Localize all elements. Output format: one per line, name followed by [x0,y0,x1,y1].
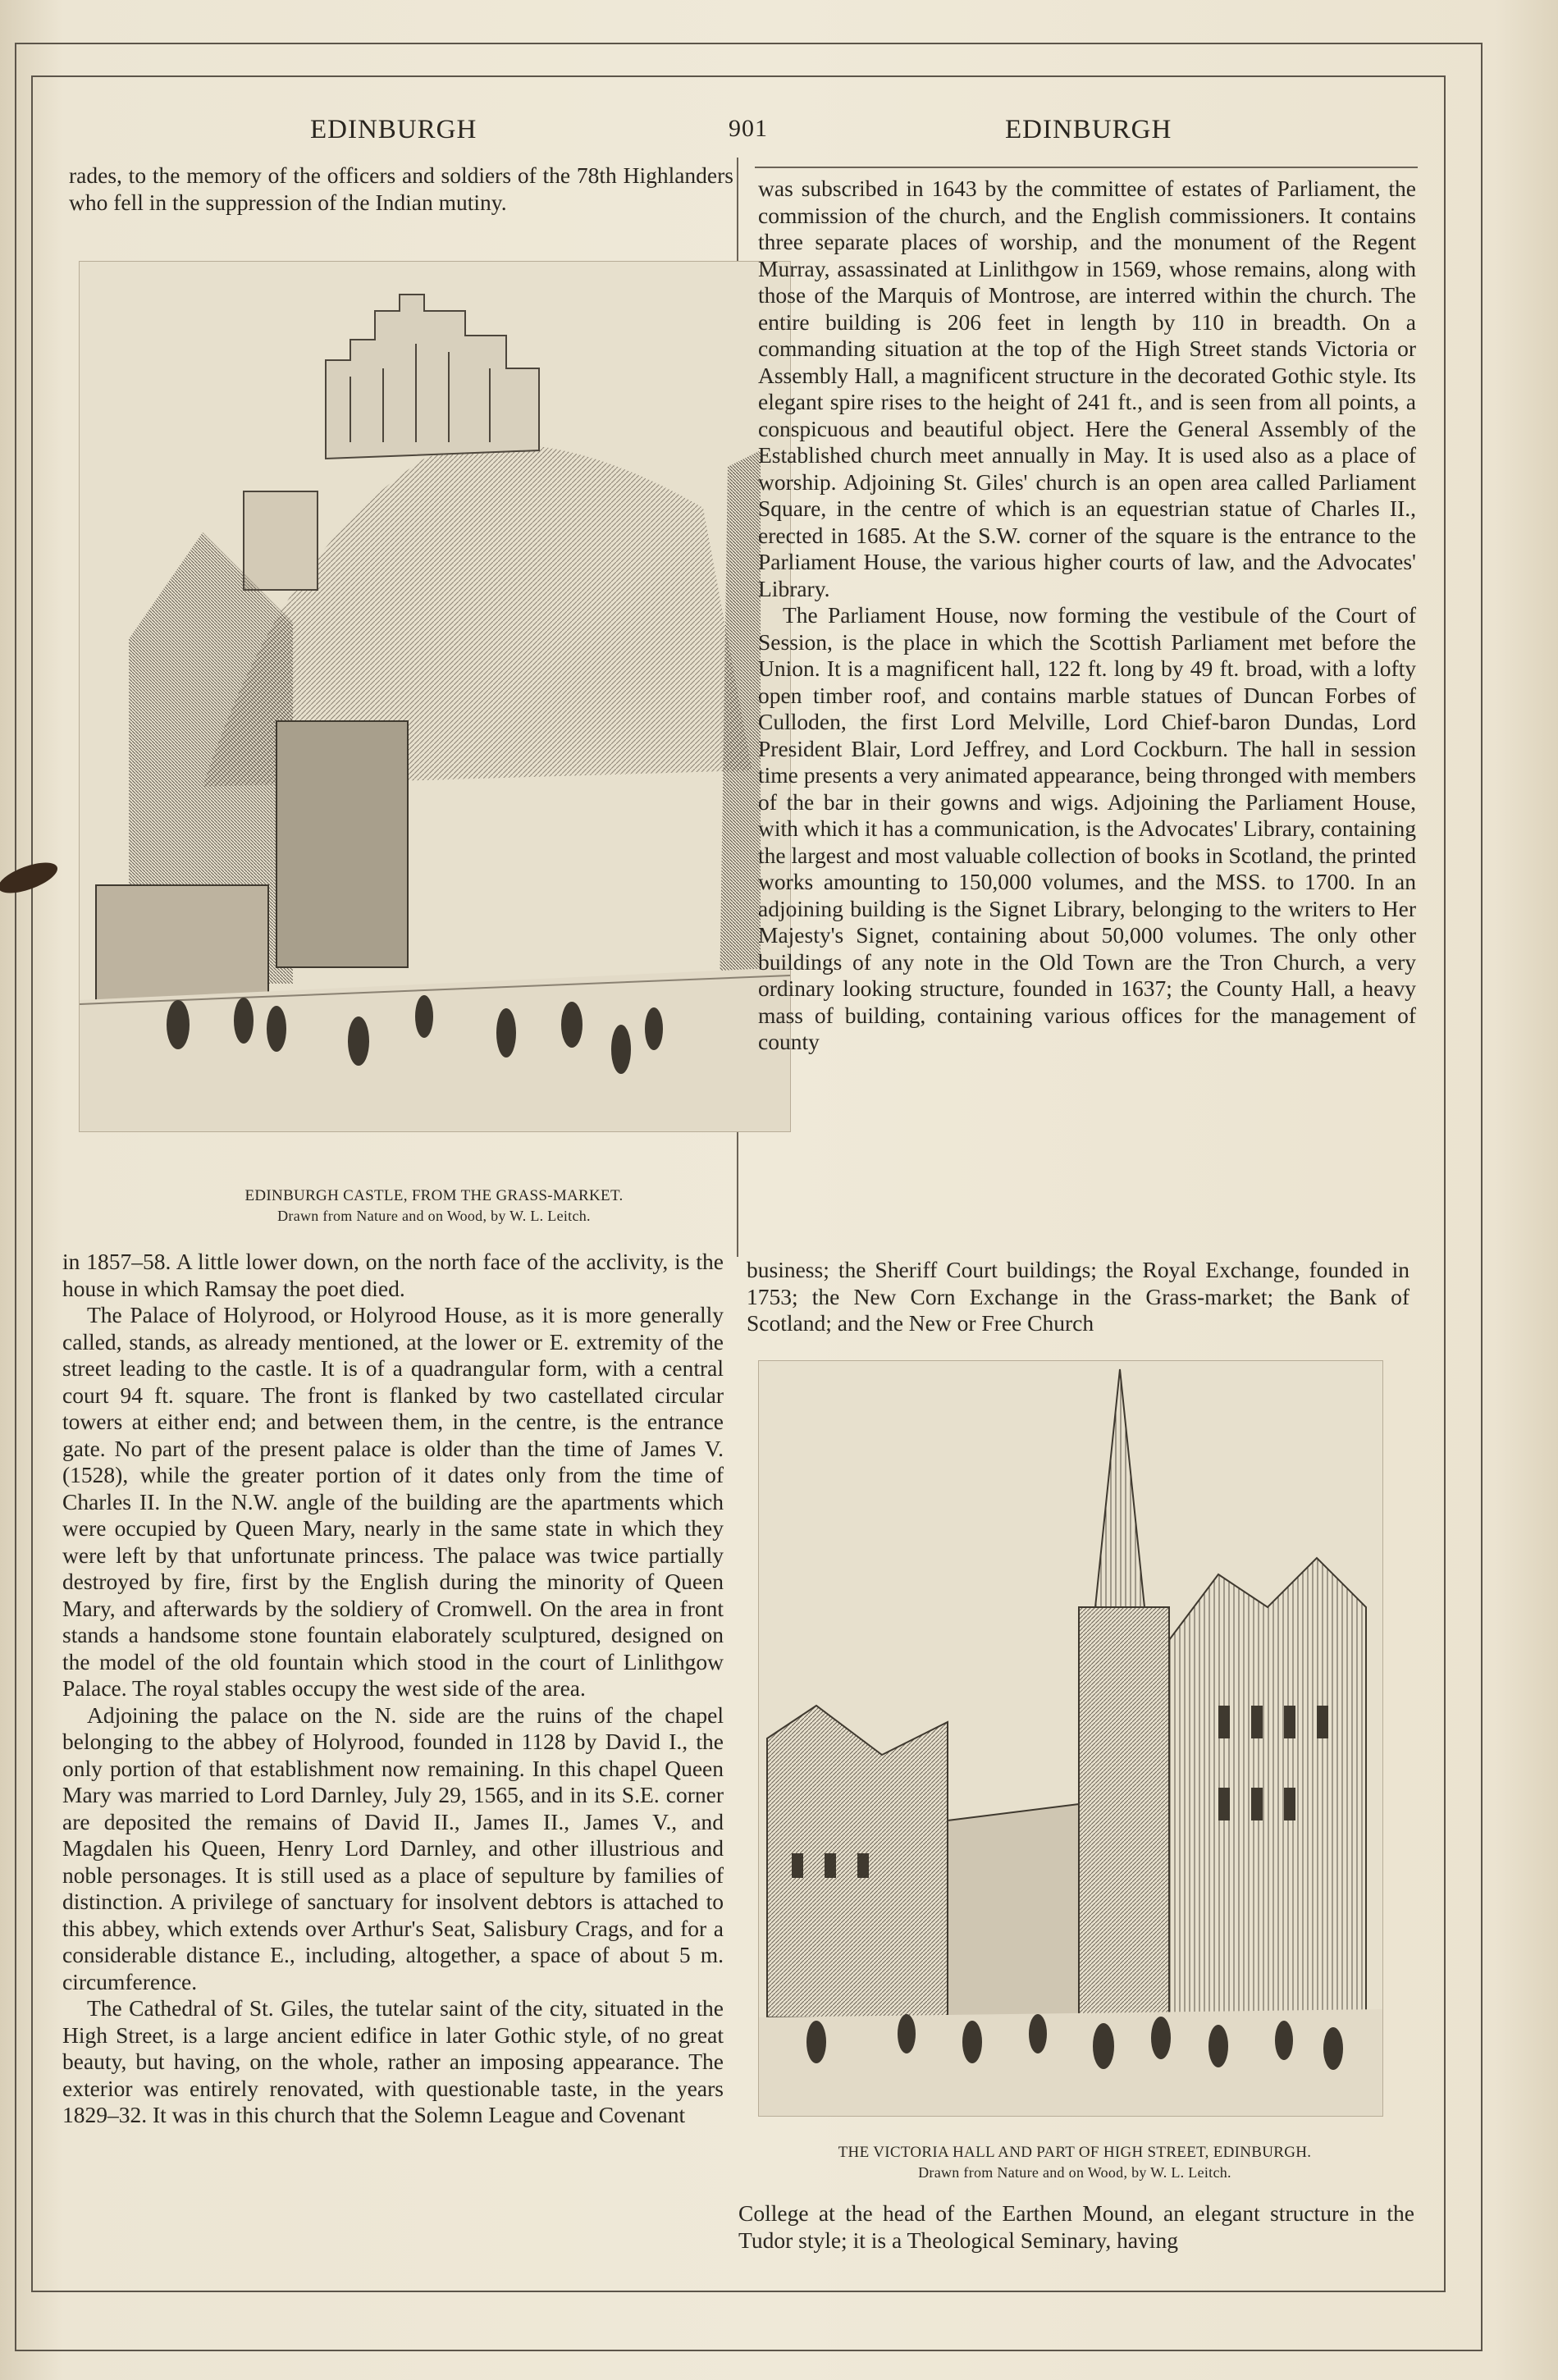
paragraph: The Palace of Holyrood, or Holyrood House, as it is more generally called, stands, as already mentioned, at the lower or E. extremity of the street leading to the castle. It is of a quadrangular form, with a central court 94 ft. square. The front is flanked by two castellated circular towers at either end; and between them, in the centre, is the entrance gate. No part of the present palace is older than the time of James V. (1528), while the greater portion of it dates only from the time of Charles II. In the N.W. angle of the building are the apartments which were occupied by Queen Mary, nearly in the same state in which they were left by that unfortunate princess. The palace was twice partially destroyed by fire, first by the English during the minority of Queen Mary, and afterwards by the soldiery of Cromwell. On the area in front stands a handsome stone fountain elaborately sculptured, designed on the model of the old fountain which stood in the court of Linlithgow Palace. The royal stables occupy the west side of the area. [62,1302,724,1701]
victoria-hall-caption [738,2143,1411,2182]
right-column-bottom-text [738,2200,1414,2254]
paragraph: in 1857–58. A little lower down, on the north face of the acclivity, is the house in which Ramsay the poet died. [62,1249,724,1301]
caption-credit: Drawn from Nature and on Wood, by W. L. Leitch. [277,1208,591,1224]
victoria-hall-engraving [758,1360,1383,2117]
header-rule [755,167,1418,168]
left-column-top-text [69,162,733,216]
bookmark-tab-icon [0,860,62,896]
paragraph: was subscribed in 1643 by the committee of estates of Parliament, the commission of the church, and the English commissioners. It contains three separate places of worship, and the monument of the Regent Murray, assassinated at Linlithgow in 1569, whose remains, along with those of the Marquis of Montrose, are interred within the church. The entire building is 206 feet in length by 110 in breadth. On a commanding situation at the top of the High Street stands Victoria or Assembly Hall, a magnificent structure in the decorated Gothic style. Its elegant spire rises to the height of 241 ft., and is seen from all points, a conspicuous and beautiful object. Here the General Assembly of the Established church meet annually in May. It is used also as a place of worship. Adjoining St. Giles' church is an open area called Parliament Square, in the centre of which is an equestrian statue of Charles II., erected in 1685. At the S.W. corner of the square is the entrance to the Parliament House, the various higher courts of law, and the Advocates' Library. [758,176,1416,601]
running-head-left: EDINBURGH [310,115,477,144]
paragraph: business; the Sheriff Court buildings; the Royal Exchange, founded in 1753; the New Corn Exchange in the Grass-market; the Bank of Scotland; and the New or Free Church [747,1257,1410,1336]
caption-title: EDINBURGH CASTLE, FROM THE GRASS-MARKET. [244,1187,624,1204]
engraving-castle-icon [80,262,790,1131]
paragraph: The Parliament House, now forming the vestibule of the Court of Session, is the place in which the Scottish Parliament met before the Union. It is a magnificent hall, 122 ft. long by 49 ft. broad, with a lofty open timber roof, and contains marble statues of Duncan Forbes of Culloden, the first Lord Melville, Lord Chief-baron Dundas, Lord President Blair, Lord Jeffrey, and Lord Cockburn. The hall in session time presents a very animated appearance, being thronged with members of the bar in their gowns and wigs. Adjoining the Parliament House, with which it has a communication, is the Advocates' Library, containing the largest and most valuable collection of books in Scotland, the printed works amounting to 150,000 volumes, and the MSS. to 1700. In an adjoining building is the Signet Library, belonging to the writers to Her Majesty's Signet, containing about 50,000 volumes. The only other buildings of any note in the Old Town are the Tron Church, a very ordinary looking structure, founded in 1637; the County Hall, a heavy mass of building, containing various offices for the management of county [758,602,1417,1054]
paragraph: The Cathedral of St. Giles, the tutelar saint of the city, situated in the High Street, is a large ancient edifice in later Gothic style, of no great beauty, but having, on the whole, rather an imposing appearance. The exterior was entirely renovated, with questionable taste, in the years 1829–32. It was in this church that the Solemn League and Covenant [62,1995,724,2127]
engraving-high-street-icon [759,1361,1382,2116]
caption-credit: Drawn from Nature and on Wood, by W. L. Leitch. [918,2164,1231,2181]
paragraph: College at the head of the Earthen Mound, an elegant structure in the Tudor style; it is a Theological Seminary, having [738,2200,1414,2253]
right-column-continued [747,1257,1410,1337]
castle-engraving [79,261,791,1132]
castle-caption [79,1186,789,1226]
running-head-right: EDINBURGH [1005,115,1172,144]
page-number: 901 [729,115,768,142]
left-column-body [62,1249,724,2129]
paragraph: Adjoining the palace on the N. side are the ruins of the chapel belonging to the abbey of Holyrood, founded in 1128 by David I., the only portion of that establishment now remaining. In this chapel Queen Mary was married to Lord Darnley, July 29, 1565, and in its S.E. corner are deposited the remains of David II., James II., James V., and Magdalen his Queen, Henry Lord Darnley, and other illustrious and noble personages. It is still used as a place of sepulture by families of distinction. A privilege of sanctuary for insolvent debtors is attached to this abbey, which extends over Arthur's Seat, Salisbury Crags, and for a considerable distance E., including, altogether, a space of about 5 m. circumference. [62,1702,724,1994]
right-column-body [758,176,1416,1056]
paragraph: rades, to the memory of the officers and soldiers of the 78th Highlanders who fell in the suppression of the Indian mutiny. [69,162,733,215]
caption-title: THE VICTORIA HALL AND PART OF HIGH STREET, EDINBURGH. [838,2144,1312,2161]
